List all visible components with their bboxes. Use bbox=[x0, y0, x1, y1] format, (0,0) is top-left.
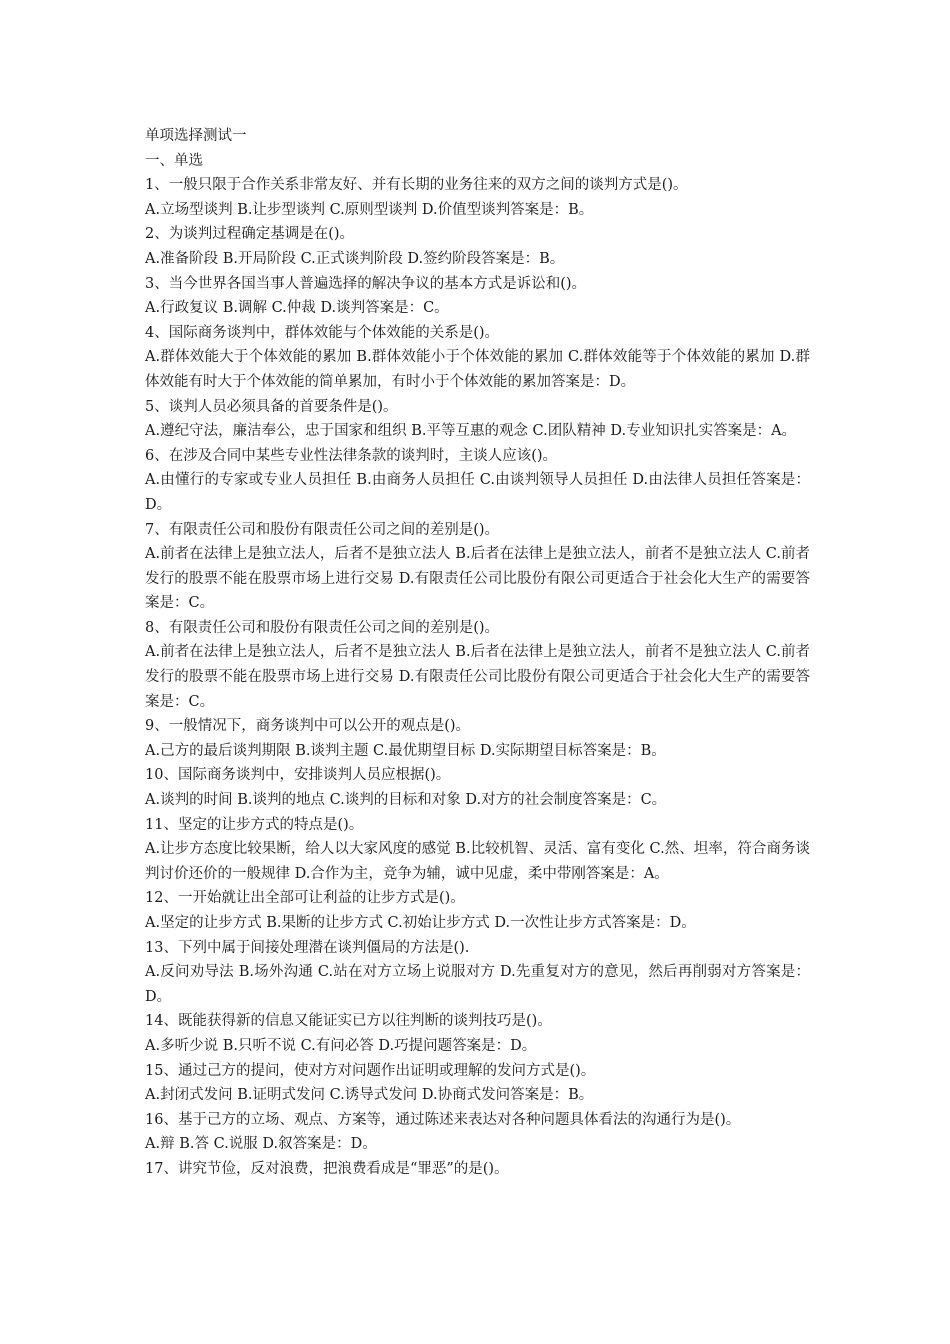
question-text: 11、坚定的让步方式的特点是()。 bbox=[145, 816, 364, 833]
question-7 bbox=[145, 518, 810, 616]
question-options: A.辩 B.答 C.说服 D.叙答案是：D。 bbox=[145, 1136, 377, 1153]
question-options: A.遵纪守法，廉洁奉公，忠于国家和组织 B.平等互惠的观念 C.团队精神 D.专业知识扎实答案是：A。 bbox=[145, 423, 797, 440]
question-options: A.准备阶段 B.开局阶段 C.正式谈判阶段 D.签约阶段答案是：B。 bbox=[145, 250, 565, 267]
question-1 bbox=[145, 173, 810, 222]
question-3 bbox=[145, 272, 810, 321]
document-title: 单项选择测试一 bbox=[145, 128, 247, 144]
question-options: A.前者在法律上是独立法人，后者不是独立法人 B.后者在法律上是独立法人，前者不是独立法人 C.前者发行的股票不能在股票市场上进行交易 D.有限责任公司比股份有限公司更适合于社会化大生产的需要答案是：C。 bbox=[145, 644, 810, 710]
question-text: 9、一般情况下，商务谈判中可以公开的观点是()。 bbox=[145, 718, 471, 735]
question-text: 7、有限责任公司和股份有限责任公司之间的差别是()。 bbox=[145, 521, 500, 538]
question-text: 15、通过己方的提问，使对方对问题作出证明或理解的发问方式是()。 bbox=[145, 1062, 596, 1079]
question-text: 5、谈判人员必须具备的首要条件是()。 bbox=[145, 398, 398, 415]
question-options: A.反问劝导法 B.场外沟通 C.站在对方立场上说服对方 D.先重复对方的意见，然后再削弱对方答案是：D。 bbox=[145, 964, 810, 1005]
question-options: A.封闭式发问 B.证明式发问 C.诱导式发问 D.协商式发问答案是：B。 bbox=[145, 1087, 594, 1104]
question-text: 14、既能获得新的信息又能证实已方以往判断的谈判技巧是()。 bbox=[145, 1013, 552, 1030]
question-text: 6、在涉及合同中某些专业性法律条款的谈判时，主谈人应该()。 bbox=[145, 447, 558, 464]
question-13 bbox=[145, 936, 810, 1010]
question-text: 8、有限责任公司和股份有限责任公司之间的差别是()。 bbox=[145, 619, 500, 636]
question-options: A.群体效能大于个体效能的累加 B.群体效能小于个体效能的累加 C.群体效能等于个体效能的累加 D.群体效能有时大于个体效能的简单累加，有时小于个体效能的累加答案是：D。 bbox=[145, 349, 810, 390]
question-text: 17、讲究节俭，反对浪费，把浪费看成是“罪恶”的是()。 bbox=[145, 1160, 509, 1177]
section-heading: 一、单选 bbox=[145, 152, 203, 169]
question-16 bbox=[145, 1108, 810, 1157]
question-8 bbox=[145, 616, 810, 714]
question-4 bbox=[145, 321, 810, 395]
question-text: 13、下列中属于间接处理潜在谈判僵局的方法是(). bbox=[145, 939, 470, 956]
question-11 bbox=[145, 813, 810, 887]
question-14 bbox=[145, 1009, 810, 1058]
question-options: A.前者在法律上是独立法人，后者不是独立法人 B.后者在法律上是独立法人，前者不是独立法人 C.前者发行的股票不能在股票市场上进行交易 D.有限责任公司比股份有限公司更适合于社会化大生产的需要答案是：C。 bbox=[145, 546, 810, 612]
question-options: A.行政复议 B.调解 C.仲裁 D.谈判答案是：C。 bbox=[145, 300, 449, 317]
question-6 bbox=[145, 444, 810, 518]
question-options: A.坚定的让步方式 B.果断的让步方式 C.初始让步方式 D.一次性让步方式答案是：D。 bbox=[145, 915, 696, 931]
question-17 bbox=[145, 1157, 810, 1182]
document-body bbox=[145, 124, 810, 1182]
question-options: A.谈判的时间 B.谈判的地点 C.谈判的目标和对象 D.对方的社会制度答案是：C。 bbox=[145, 792, 667, 809]
question-options: A.立场型谈判 B.让步型谈判 C.原则型谈判 D.价值型谈判答案是：B。 bbox=[145, 201, 594, 218]
question-text: 4、国际商务谈判中，群体效能与个体效能的关系是()。 bbox=[145, 324, 500, 341]
question-10 bbox=[145, 763, 810, 812]
question-options: A.由懂行的专家或专业人员担任 B.由商务人员担任 C.由谈判领导人员担任 D.由法律人员担任答案是：D。 bbox=[145, 472, 810, 513]
question-9 bbox=[145, 714, 810, 763]
question-options: A.多听少说 B.只听不说 C.有问必答 D.巧提问题答案是：D。 bbox=[145, 1037, 537, 1054]
question-15 bbox=[145, 1059, 810, 1108]
question-options: A.让步方态度比较果断，给人以大家风度的感觉 B.比较机智、灵活、富有变化 C.然、坦率，符合商务谈判讨价还价的一般规律 D.合作为主，竞争为辅，诚中见虚，柔中带刚答案是：A。 bbox=[145, 841, 810, 882]
question-text: 10、国际商务谈判中，安排谈判人员应根据()。 bbox=[145, 767, 451, 784]
question-12 bbox=[145, 886, 810, 935]
question-text: 2、为谈判过程确定基调是在()。 bbox=[145, 226, 355, 243]
question-2 bbox=[145, 222, 810, 271]
question-5 bbox=[145, 395, 810, 444]
question-options: A.己方的最后谈判期限 B.谈判主题 C.最优期望目标 D.实际期望目标答案是：B。 bbox=[145, 742, 666, 759]
question-text: 1、一般只限于合作关系非常友好、并有长期的业务往来的双方之间的谈判方式是()。 bbox=[145, 177, 688, 194]
question-text: 16、基于己方的立场、观点、方案等，通过陈述来表达对各种问题具体看法的沟通行为是()。 bbox=[145, 1111, 741, 1128]
question-text: 12、一开始就让出全部可让利益的让步方式是()。 bbox=[145, 890, 465, 907]
question-text: 3、当今世界各国当事人普遍选择的解决争议的基本方式是诉讼和()。 bbox=[145, 275, 587, 292]
